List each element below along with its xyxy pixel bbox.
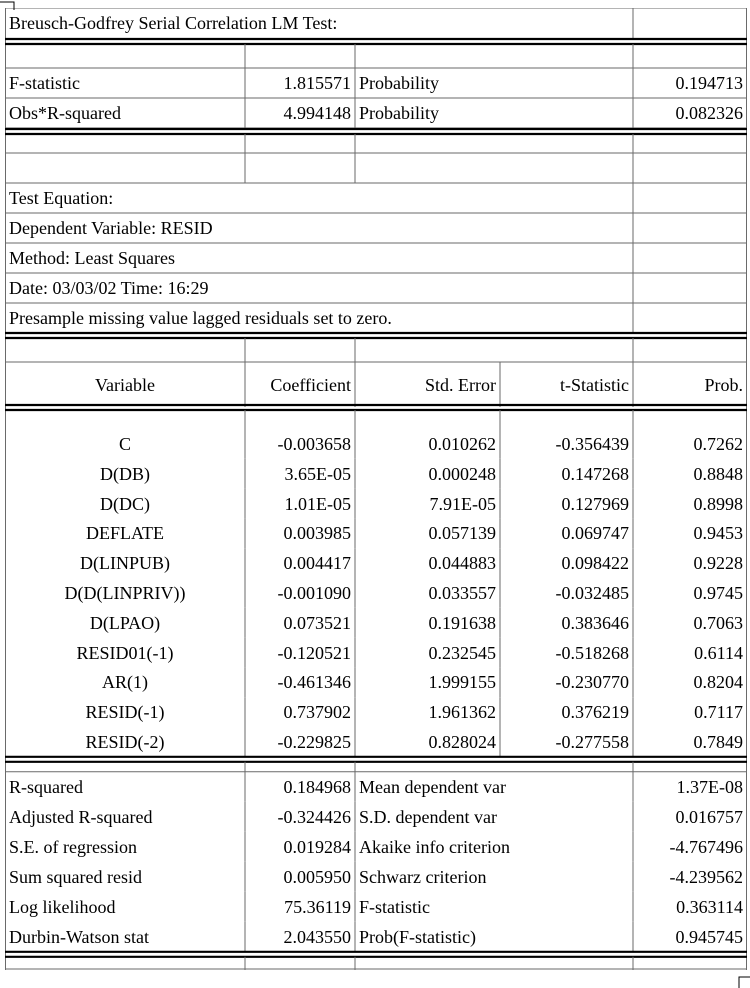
coefficient-cell: 3.65E-05 <box>284 463 351 484</box>
regression-output-sheet <box>5 8 747 970</box>
coefficient-cell: 1.01E-05 <box>284 493 351 514</box>
variable-name: D(DB) <box>100 463 150 484</box>
summary-prob-value: 0.082326 <box>675 103 743 123</box>
stat-label: Prob(F-statistic) <box>359 926 476 947</box>
stat-label: Sum squared resid <box>9 866 142 887</box>
equation-info-line: Date: 03/03/02 Time: 16:29 <box>9 278 209 298</box>
stat-value: 0.945745 <box>675 926 743 947</box>
test-title: Breusch-Godfrey Serial Correlation LM Test: <box>9 13 338 33</box>
summary-prob-value: 0.194713 <box>675 73 743 93</box>
coefficient-cell: 0.010262 <box>428 433 496 454</box>
variable-name: D(LPAO) <box>89 612 161 633</box>
column-header: Std. Error <box>425 374 496 395</box>
stat-label: Mean dependent var <box>359 776 506 797</box>
coefficient-cell: 0.044883 <box>428 553 496 574</box>
coefficient-cell: 0.376219 <box>561 702 629 723</box>
variable-name: D(D(LINPRIV)) <box>64 582 186 603</box>
stat-value: 0.005950 <box>283 866 351 887</box>
coefficient-cell: 7.91E-05 <box>429 493 496 514</box>
summary-value: 4.994148 <box>283 103 351 123</box>
coefficient-cell: 0.9453 <box>693 523 743 544</box>
stat-value: 1.37E-08 <box>676 776 743 797</box>
coefficient-cell: 0.8848 <box>693 463 743 484</box>
coefficient-cell: 0.7063 <box>693 612 743 633</box>
coefficient-cell: 0.000248 <box>428 463 496 484</box>
stat-label: Adjusted R-squared <box>9 806 153 827</box>
coefficient-cell: 0.9745 <box>693 582 743 603</box>
coefficient-cell: -0.032485 <box>555 582 629 603</box>
stat-value: -4.767496 <box>669 836 743 857</box>
stat-label: Log likelihood <box>9 896 116 917</box>
coefficient-cell: -0.356439 <box>555 433 629 454</box>
equation-info-line: Test Equation: <box>9 188 114 208</box>
coefficient-cell: 0.003985 <box>283 523 351 544</box>
variable-name: D(DC) <box>100 493 150 514</box>
stat-label: F-statistic <box>359 896 430 917</box>
stat-label: S.D. dependent var <box>359 806 497 827</box>
coefficient-cell: -0.001090 <box>277 582 351 603</box>
corner-mark-top-left <box>0 0 16 10</box>
coefficient-cell: 0.828024 <box>428 731 496 752</box>
stat-value: -4.239562 <box>669 866 743 887</box>
variable-name: RESID(-1) <box>85 702 165 723</box>
variable-name: RESID(-2) <box>85 731 165 752</box>
stat-value: 0.184968 <box>283 776 351 797</box>
coefficient-cell: 0.127969 <box>561 493 629 514</box>
column-header: Prob. <box>704 374 743 395</box>
coefficient-cell: 1.961362 <box>428 702 496 723</box>
variable-name: DEFLATE <box>86 523 164 544</box>
coefficient-cell: 0.6114 <box>694 642 743 663</box>
stat-value: 0.019284 <box>283 836 351 857</box>
coefficient-cell: 0.033557 <box>428 582 496 603</box>
corner-mark-bottom-right <box>738 976 750 988</box>
coefficient-cell: -0.229825 <box>277 731 351 752</box>
coefficient-cell: 0.098422 <box>561 553 629 574</box>
coefficient-cell: -0.518268 <box>555 642 629 663</box>
coefficient-cell: 0.069747 <box>561 523 629 544</box>
variable-name: D(LINPUB) <box>80 553 170 574</box>
coefficient-cell: 0.004417 <box>283 553 351 574</box>
coefficient-cell: 0.073521 <box>283 612 351 633</box>
summary-prob-label: Probability <box>359 103 439 123</box>
stat-value: 0.016757 <box>675 806 743 827</box>
coefficient-cell: 0.9228 <box>693 553 743 574</box>
summary-label: F-statistic <box>9 73 80 93</box>
stat-label: Schwarz criterion <box>359 866 487 887</box>
coefficient-cell: -0.230770 <box>555 672 629 693</box>
coefficient-cell: -0.277558 <box>555 731 629 752</box>
coefficient-cell: 0.7849 <box>693 731 743 752</box>
coefficient-cell: -0.120521 <box>277 642 351 663</box>
coefficient-cell: 0.147268 <box>561 463 629 484</box>
coefficient-cell: 0.383646 <box>561 612 629 633</box>
coefficient-cell: 0.8204 <box>693 672 743 693</box>
coefficient-cell: 1.999155 <box>428 672 496 693</box>
variable-name: AR(1) <box>102 672 148 693</box>
coefficient-cell: 0.232545 <box>428 642 496 663</box>
coefficient-cell: 0.7262 <box>693 433 743 454</box>
variable-name: RESID01(-1) <box>76 642 174 663</box>
stat-label: Durbin-Watson stat <box>9 926 150 947</box>
variable-name: C <box>118 433 131 454</box>
summary-value: 1.815571 <box>283 73 351 93</box>
equation-info-line: Presample missing value lagged residuals set to zero. <box>9 308 392 328</box>
coefficient-cell: 0.057139 <box>428 523 496 544</box>
equation-info-line: Method: Least Squares <box>9 248 175 268</box>
summary-label: Obs*R-squared <box>9 103 121 123</box>
summary-prob-label: Probability <box>359 73 439 93</box>
column-header: Variable <box>95 374 155 395</box>
equation-info-line: Dependent Variable: RESID <box>9 218 213 238</box>
stat-value: 75.36119 <box>284 896 351 917</box>
coefficient-cell: 0.737902 <box>283 702 351 723</box>
column-header: Coefficient <box>270 374 351 395</box>
stat-label: Akaike info criterion <box>359 836 510 857</box>
coefficient-cell: -0.003658 <box>277 433 351 454</box>
stat-value: -0.324426 <box>277 806 351 827</box>
stat-label: R-squared <box>9 776 83 797</box>
stat-value: 2.043550 <box>283 926 351 947</box>
stat-label: S.E. of regression <box>9 836 137 857</box>
coefficient-cell: 0.8998 <box>693 493 743 514</box>
coefficient-cell: -0.461346 <box>277 672 351 693</box>
column-header: t-Statistic <box>560 374 629 395</box>
coefficient-cell: 0.191638 <box>428 612 496 633</box>
stat-value: 0.363114 <box>676 896 743 917</box>
coefficient-cell: 0.7117 <box>694 702 743 723</box>
